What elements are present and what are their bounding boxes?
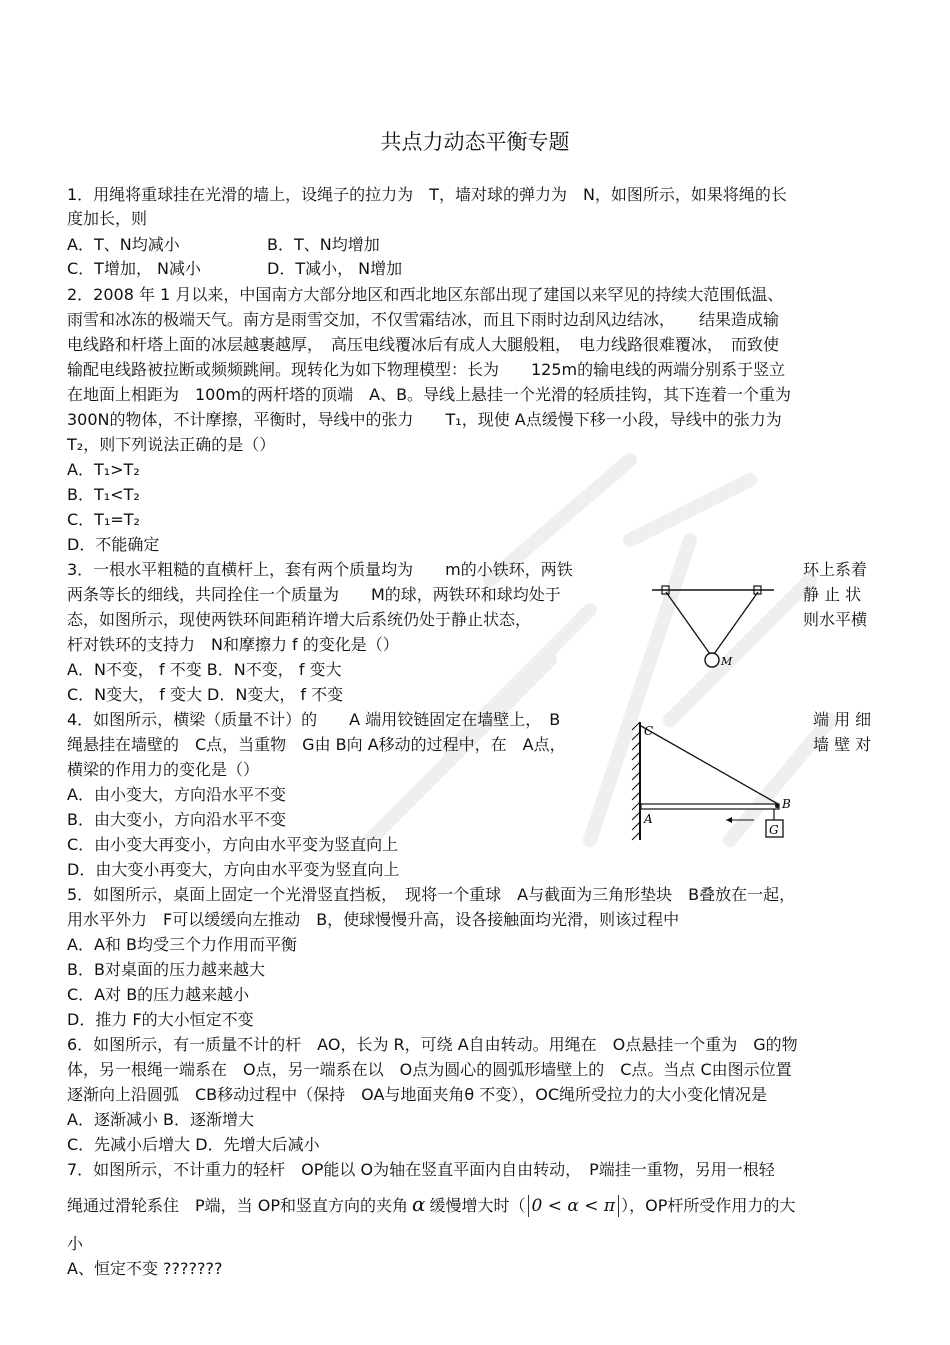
q2-option-a: A．T₁>T₂ bbox=[67, 460, 140, 479]
q5-option-a: A．A和 B均受三个力作用而平衡 bbox=[67, 935, 297, 954]
q6-stem-line-1: 6．如图所示，有一质量不计的杆 AO，长为 R，可绕 A自由转动。用绳在 O点悬挂一个重为 G的物 bbox=[67, 1035, 798, 1054]
q2-option-d: D．不能确定 bbox=[67, 535, 160, 554]
q2-stem-line-1: 2．2008 年 1 月以来，中国南方大部分地区和西北地区东部出现了建国以来罕见的持续大范围低温、 bbox=[67, 285, 784, 304]
q7-stem-line-2-part-2: 缓慢增大时（ bbox=[429, 1196, 526, 1215]
q4-stem-line-2-tail: 墙 壁 对 bbox=[813, 735, 872, 754]
q2-stem-line-2: 雨雪和冰冻的极端天气。南方是雨雪交加，不仅雪霜结冰，而且下雨时边刮风边结冰， 结果造成输 bbox=[67, 310, 780, 329]
q7-stem-line-2 bbox=[67, 1193, 795, 1217]
q4-label-b: B bbox=[782, 797, 791, 811]
q4-stem-line-3: 横梁的作用力的变化是（） bbox=[67, 760, 260, 779]
q6-options-cd: C．先减小后增大 D．先增大后减小 bbox=[67, 1135, 320, 1154]
q7-range-formula: 0 < α < π bbox=[528, 1195, 620, 1217]
q4-option-c: C．由小变大再变小，方向由水平变为竖直向上 bbox=[67, 835, 399, 854]
q3-stem-line-1: 3．一根水平粗糙的直横杆上，套有两个质量均为 m的小铁环，两铁 bbox=[67, 560, 573, 579]
q3-stem-line-2: 两条等长的细线，共同拴住一个质量为 M的球，两铁环和球均处于 bbox=[67, 585, 561, 604]
q1-option-a: A．T、N均减小 bbox=[67, 235, 180, 254]
q3-ball bbox=[705, 653, 719, 667]
q1-stem-line-1: 1．用绳将重球挂在光滑的墙上，设绳子的拉力为 T，墙对球的弹力为 N，如图所示，如果将绳的长 bbox=[67, 185, 787, 204]
page-title: 共点力动态平衡专题 bbox=[380, 130, 570, 154]
q3-stem-line-3-tail: 则水平横 bbox=[803, 610, 868, 629]
q2-option-c: C．T₁=T₂ bbox=[67, 510, 140, 529]
q3-stem-line-3: 态，如图所示，现使两铁环间距稍许增大后系统仍处于静止状态， bbox=[67, 610, 532, 629]
q3-stem-line-4: 杆对铁环的支持力 N和摩擦力 f 的变化是（） bbox=[67, 635, 399, 654]
q4-stem-line-1: 4．如图所示，横梁（质量不计）的 A 端用铰链固定在墙壁上， B bbox=[67, 710, 561, 729]
q7-stem-line-3: 小 bbox=[67, 1234, 84, 1253]
q6-stem-line-2: 体，另一根绳一端系在 O点，另一端系在以 O点为圆心的圆弧形墙壁上的 C点。当点 C由图示位置 bbox=[67, 1060, 792, 1079]
q3-stem-line-1-tail: 环上系着 bbox=[803, 560, 868, 579]
q3-figure-rings-and-ball bbox=[648, 578, 778, 673]
q1-options-ab bbox=[67, 234, 380, 256]
q3-ball-label: M bbox=[721, 655, 733, 668]
q4-figure-beam-and-wall bbox=[628, 716, 803, 846]
q1-option-c: C．T增加， N减小 bbox=[67, 259, 202, 278]
q4-wall-hatching bbox=[632, 722, 640, 840]
q5-stem-line-2: 用水平外力 F可以缓缓向左推动 B，使球慢慢升高，设各接触面均光滑，则该过程中 bbox=[67, 910, 680, 929]
q5-stem-line-1: 5．如图所示，桌面上固定一个光滑竖直挡板， 现将一个重球 A与截面为三角形垫块 B叠放在一起， bbox=[67, 885, 796, 904]
q7-option-a: A、恒定不变 ??????? bbox=[67, 1259, 223, 1278]
q7-stem-line-2-part-1: 绳通过滑轮系住 P端，当 OP和竖直方向的夹角 bbox=[67, 1196, 408, 1215]
q1-option-b: B．T、N均增加 bbox=[267, 235, 380, 254]
q7-stem-line-1: 7．如图所示，不计重力的轻杆 OP能以 O为轴在竖直平面内自由转动， P端挂一重物，另用一根轻 bbox=[67, 1160, 775, 1179]
q4-stem-line-2: 绳悬挂在墙壁的 C点，当重物 G由 B向 A移动的过程中，在 A点， bbox=[67, 735, 566, 754]
q4-label-c: C bbox=[644, 724, 654, 738]
q7-stem-line-2-part-3: ），OP杆所受作用力的大 bbox=[621, 1196, 796, 1215]
q4-beam bbox=[641, 804, 779, 809]
q2-option-b: B．T₁<T₂ bbox=[67, 485, 140, 504]
q1-options-cd bbox=[67, 258, 402, 280]
q4-rope bbox=[641, 726, 778, 804]
q5-option-c: C．A对 B的压力越来越小 bbox=[67, 985, 250, 1004]
q6-stem-line-3: 逐渐向上沿圆弧 CB移动过程中（保持 OA与地面夹角θ 不变），OC绳所受拉力的大小变化情况是 bbox=[67, 1085, 768, 1104]
q4-label-a: A bbox=[644, 812, 653, 826]
q7-alpha-symbol: α bbox=[411, 1192, 426, 1216]
q2-stem-line-5: 在地面上相距为 100m的两杆塔的顶端 A、B。导线上悬挂一个光滑的轻质挂钩，其下连着一个重为 bbox=[67, 385, 792, 404]
q2-stem-line-3: 电线路和杆塔上面的冰层越裹越厚， 高压电线覆冰后有成人大腿般粗， 电力线路很难覆冰， 而致使 bbox=[67, 335, 780, 354]
q6-options-ab: A．逐渐减小 B．逐渐增大 bbox=[67, 1110, 255, 1129]
q4-option-a: A．由小变大，方向沿水平不变 bbox=[67, 785, 286, 804]
q5-option-b: B．B对桌面的压力越来越大 bbox=[67, 960, 265, 979]
q5-option-d: D．推力 F的大小恒定不变 bbox=[67, 1010, 254, 1029]
q2-stem-line-7: T₂，则下列说法正确的是（） bbox=[67, 435, 276, 454]
q4-label-g: G bbox=[769, 823, 779, 837]
q3-options-ab: A．N不变， f 不变 B．N不变， f 变大 bbox=[67, 660, 342, 679]
q4-option-d: D．由大变小再变大，方向由水平变为竖直向上 bbox=[67, 860, 400, 879]
q4-stem-line-1-tail: 端 用 细 bbox=[813, 710, 872, 729]
arrow-left-icon bbox=[726, 817, 732, 823]
q2-stem-line-4: 输配电线路被拉断或频频跳闸。现转化为如下物理模型：长为 125m的输电线的两端分别系于竖立 bbox=[67, 360, 786, 379]
q1-option-d: D．T减小， N增加 bbox=[267, 259, 403, 278]
q4-option-b: B．由大变小，方向沿水平不变 bbox=[67, 810, 286, 829]
q2-stem-line-6: 300N的物体，不计摩擦，平衡时，导线中的张力 T₁，现使 A点缓慢下移一小段，导线中的张力为 bbox=[67, 410, 782, 429]
q1-stem-line-2: 度加长，则 bbox=[67, 209, 148, 228]
q3-stem-line-2-tail: 静 止 状 bbox=[803, 585, 862, 604]
q3-options-cd: C．N变大， f 变大 D．N变大， f 不变 bbox=[67, 685, 344, 704]
